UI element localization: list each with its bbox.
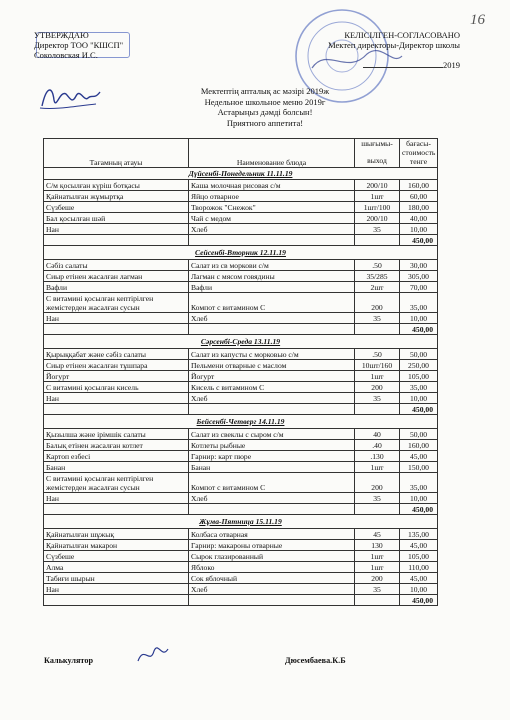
header-output: шығымы- выход [355,139,400,168]
dish-name-ru: Каша молочная рисовая с/м [189,180,355,191]
dish-price: 70,00 [400,282,438,293]
approval-name: Соколовская И.С. [34,50,98,60]
menu-item-row [44,191,438,202]
dish-name-ru: Банан [189,462,355,473]
dish-output: 2шт [355,282,400,293]
dish-price: 45,00 [400,451,438,462]
dish-name-ru: Кисель с витамином С [189,382,355,393]
dish-name-ru: Хлеб [189,313,355,324]
dish-output: .50 [355,260,400,271]
footer-calculator-name: Дюсембаева.К.Б [285,656,346,665]
day-total-row [44,235,438,246]
dish-output: 45 [355,529,400,540]
day-total: 450,00 [400,404,438,415]
dish-name-kz: Сиыр етінен жасалған тұшпара [44,360,189,371]
dish-output: .40 [355,440,400,451]
agreed-position: Мектеп директоры-Директор школы [328,40,460,50]
dish-name-kz: Балық етінен жасалған котлет [44,440,189,451]
dish-price: 45,00 [400,573,438,584]
dish-output: 35 [355,493,400,504]
menu-item-row [44,529,438,540]
dish-output: 200/10 [355,213,400,224]
menu-item-row [44,462,438,473]
dish-output: 35 [355,393,400,404]
dish-price: 105,00 [400,551,438,562]
dish-price: 35,00 [400,293,438,313]
dish-name-kz: Нан [44,393,189,404]
dish-name-ru: Яблоко [189,562,355,573]
dish-price: 50,00 [400,349,438,360]
total-empty-cell [355,404,400,415]
menu-item-row [44,440,438,451]
menu-item-row [44,584,438,595]
day-header-row [44,168,438,180]
day-title: Жұма-Пятница 15.11.19 [44,515,438,529]
dish-name-ru: Гарнир: карт пюре [189,451,355,462]
dish-name-ru: Сырок глазированный [189,551,355,562]
day-title: Дүйсенбі-Понедельник 11.11.19 [44,168,438,180]
dish-price: 10,00 [400,584,438,595]
menu-item-row [44,293,438,313]
total-empty-cell [355,504,400,515]
dish-price: 10,00 [400,393,438,404]
dish-name-ru: Хлеб [189,584,355,595]
dish-name-kz: Йогурт [44,371,189,382]
menu-item-row [44,382,438,393]
day-header-row [44,415,438,429]
dish-name-kz: Қайнатылған жұмыртқа [44,191,189,202]
day-total: 450,00 [400,595,438,606]
dish-name-kz: Нан [44,313,189,324]
dish-price: 50,00 [400,429,438,440]
dish-name-ru: Чай с медом [189,213,355,224]
menu-item-row [44,202,438,213]
dish-price: 110,00 [400,562,438,573]
total-empty-cell [189,235,355,246]
header-price: бағасы- стоимость тенге [400,139,438,168]
menu-table [43,138,438,606]
dish-name-ru: Колбаса отварная [189,529,355,540]
agreed-block [300,30,460,70]
dish-output: .50 [355,349,400,360]
dish-name-ru: Хлеб [189,224,355,235]
dish-price: 40,00 [400,213,438,224]
dish-name-kz: Вафли [44,282,189,293]
agreed-title: КЕЛІСІЛГЕН-СОГЛАСОВАНО [344,30,460,40]
dish-name-ru: Сок яблочный [189,573,355,584]
heading-wish-kz: Астарыңыз дәмді болсын! [217,107,313,118]
dish-name-ru: Яйцо отварное [189,191,355,202]
menu-item-row [44,271,438,282]
dish-price: 160,00 [400,180,438,191]
dish-output: 1шт [355,551,400,562]
day-title: Бейсенбі-Четверг 14.11.19 [44,415,438,429]
menu-item-row [44,371,438,382]
day-total: 450,00 [400,324,438,335]
dish-name-kz: Сәбіз салаты [44,260,189,271]
heading-line-ru: Недельное школьное меню 2019г [204,96,326,107]
dish-name-ru: Пельмени отварные с маслом [189,360,355,371]
dish-price: 35,00 [400,382,438,393]
dish-name-kz: Алма [44,562,189,573]
dish-output: 35/285 [355,271,400,282]
page-number: 16 [470,12,485,28]
dish-output: 35 [355,313,400,324]
dish-name-kz: Нан [44,493,189,504]
dish-output: 200 [355,382,400,393]
day-total: 450,00 [400,504,438,515]
approval-title: УТВЕРЖДАЮ [34,30,89,40]
menu-item-row [44,213,438,224]
dish-price: 135,00 [400,529,438,540]
menu-item-row [44,313,438,324]
dish-price: 105,00 [400,371,438,382]
day-total-row [44,324,438,335]
dish-name-kz: Қызылша және ірімшік салаты [44,429,189,440]
header-kz-name: Тағамның атауы [44,139,189,168]
dish-price: 160,00 [400,440,438,451]
menu-item-row [44,451,438,462]
menu-item-row [44,360,438,371]
menu-item-row [44,282,438,293]
dish-output: 35 [355,224,400,235]
dish-name-ru: Салат из капусты с морковью с/м [189,349,355,360]
dish-price: 150,00 [400,462,438,473]
day-total: 450,00 [400,235,438,246]
dish-name-kz: Бал қосылған шәй [44,213,189,224]
dish-name-ru: Вафли [189,282,355,293]
dish-name-ru: Гарнир: макароны отварные [189,540,355,551]
approval-block [34,30,123,60]
header-ru-name: Наименование блюда [189,139,355,168]
dish-output: 200 [355,473,400,493]
dish-name-ru: Компот с витамином С [189,293,355,313]
dish-output: 1шт [355,191,400,202]
total-empty-cell [189,504,355,515]
dish-name-kz: Қайнатылған шұжық [44,529,189,540]
total-empty-cell [44,404,189,415]
menu-item-row [44,573,438,584]
menu-item-row [44,429,438,440]
dish-price: 250,00 [400,360,438,371]
menu-item-row [44,180,438,191]
dish-price: 180,00 [400,202,438,213]
table-header-row [44,139,438,168]
dish-price: 10,00 [400,493,438,504]
menu-item-row [44,224,438,235]
day-total-row [44,595,438,606]
total-empty-cell [355,235,400,246]
total-empty-cell [44,504,189,515]
dish-output: 200 [355,293,400,313]
dish-name-kz: С витамині қосылған кептірілген жемістерден жасалған сусын [44,293,189,313]
dish-output: 1шт [355,462,400,473]
dish-price: 10,00 [400,224,438,235]
menu-item-row [44,473,438,493]
day-header-row [44,515,438,529]
footer-calculator-label: Калькулятор [44,656,93,665]
menu-heading [0,86,510,128]
dish-name-kz: Банан [44,462,189,473]
dish-name-kz: С витамині қосылған кисель [44,382,189,393]
dish-name-kz: Сүзбеше [44,202,189,213]
day-total-row [44,504,438,515]
day-total-row [44,404,438,415]
menu-item-row [44,551,438,562]
dish-output: 200 [355,573,400,584]
dish-output: 1шт [355,371,400,382]
dish-name-kz: Қайнатылған макарон [44,540,189,551]
total-empty-cell [355,595,400,606]
dish-name-kz: Қырыққабат және сәбіз салаты [44,349,189,360]
approval-position: Директор ТОО "КШСП" [34,40,124,50]
total-empty-cell [44,324,189,335]
dish-name-ru: Йогурт [189,371,355,382]
dish-name-ru: Компот с витамином С [189,473,355,493]
dish-name-kz: Нан [44,224,189,235]
menu-item-row [44,493,438,504]
total-empty-cell [189,324,355,335]
menu-item-row [44,562,438,573]
dish-name-kz: С/м қосылған күріш ботқасы [44,180,189,191]
dish-output: 1шт/100 [355,202,400,213]
dish-name-ru: Салат из св моркови с/м [189,260,355,271]
dish-name-ru: Хлеб [189,393,355,404]
menu-item-row [44,349,438,360]
dish-name-kz: Сүзбеше [44,551,189,562]
day-title: Сейсенбі-Вторник 12.11.19 [44,246,438,260]
dish-name-ru: Котлеты рыбные [189,440,355,451]
dish-output: 1шт [355,562,400,573]
dish-name-ru: Лагман с мясом говядины [189,271,355,282]
menu-item-row [44,540,438,551]
dish-name-kz: С витамині қосылған кептірілген жемістерден жасалған сусын [44,473,189,493]
total-empty-cell [44,235,189,246]
dish-name-kz: Сиыр етінен жасалған лагман [44,271,189,282]
calculator-signature [134,641,174,667]
total-empty-cell [355,324,400,335]
dish-price: 305,00 [400,271,438,282]
dish-output: 10шт/160 [355,360,400,371]
heading-line-kz: Мектептің апталық ас мәзірі 2019ж [200,86,330,96]
day-header-row [44,335,438,349]
day-header-row [44,246,438,260]
dish-name-ru: Салат из свеклы с сыром с/м [189,429,355,440]
dish-name-ru: Хлеб [189,493,355,504]
dish-output: 35 [355,584,400,595]
dish-name-kz: Табиғи шырын [44,573,189,584]
dish-output: .130 [355,451,400,462]
dish-name-kz: Нан [44,584,189,595]
dish-price: 45,00 [400,540,438,551]
dish-output: 40 [355,429,400,440]
dish-price: 30,00 [400,260,438,271]
total-empty-cell [189,404,355,415]
heading-wish-ru: Приятного аппетита! [226,117,304,128]
total-empty-cell [189,595,355,606]
day-title: Сәрсенбі-Среда 13.11.19 [44,335,438,349]
dish-name-ru: Творожок "Снежок" [189,202,355,213]
dish-price: 60,00 [400,191,438,202]
dish-output: 130 [355,540,400,551]
agreed-signature-line [363,67,443,68]
dish-price: 10,00 [400,313,438,324]
menu-item-row [44,260,438,271]
menu-item-row [44,393,438,404]
dish-output: 200/10 [355,180,400,191]
dish-price: 35,00 [400,473,438,493]
total-empty-cell [44,595,189,606]
dish-name-kz: Картоп езбесі [44,451,189,462]
agreed-year: 2019 [443,60,460,70]
